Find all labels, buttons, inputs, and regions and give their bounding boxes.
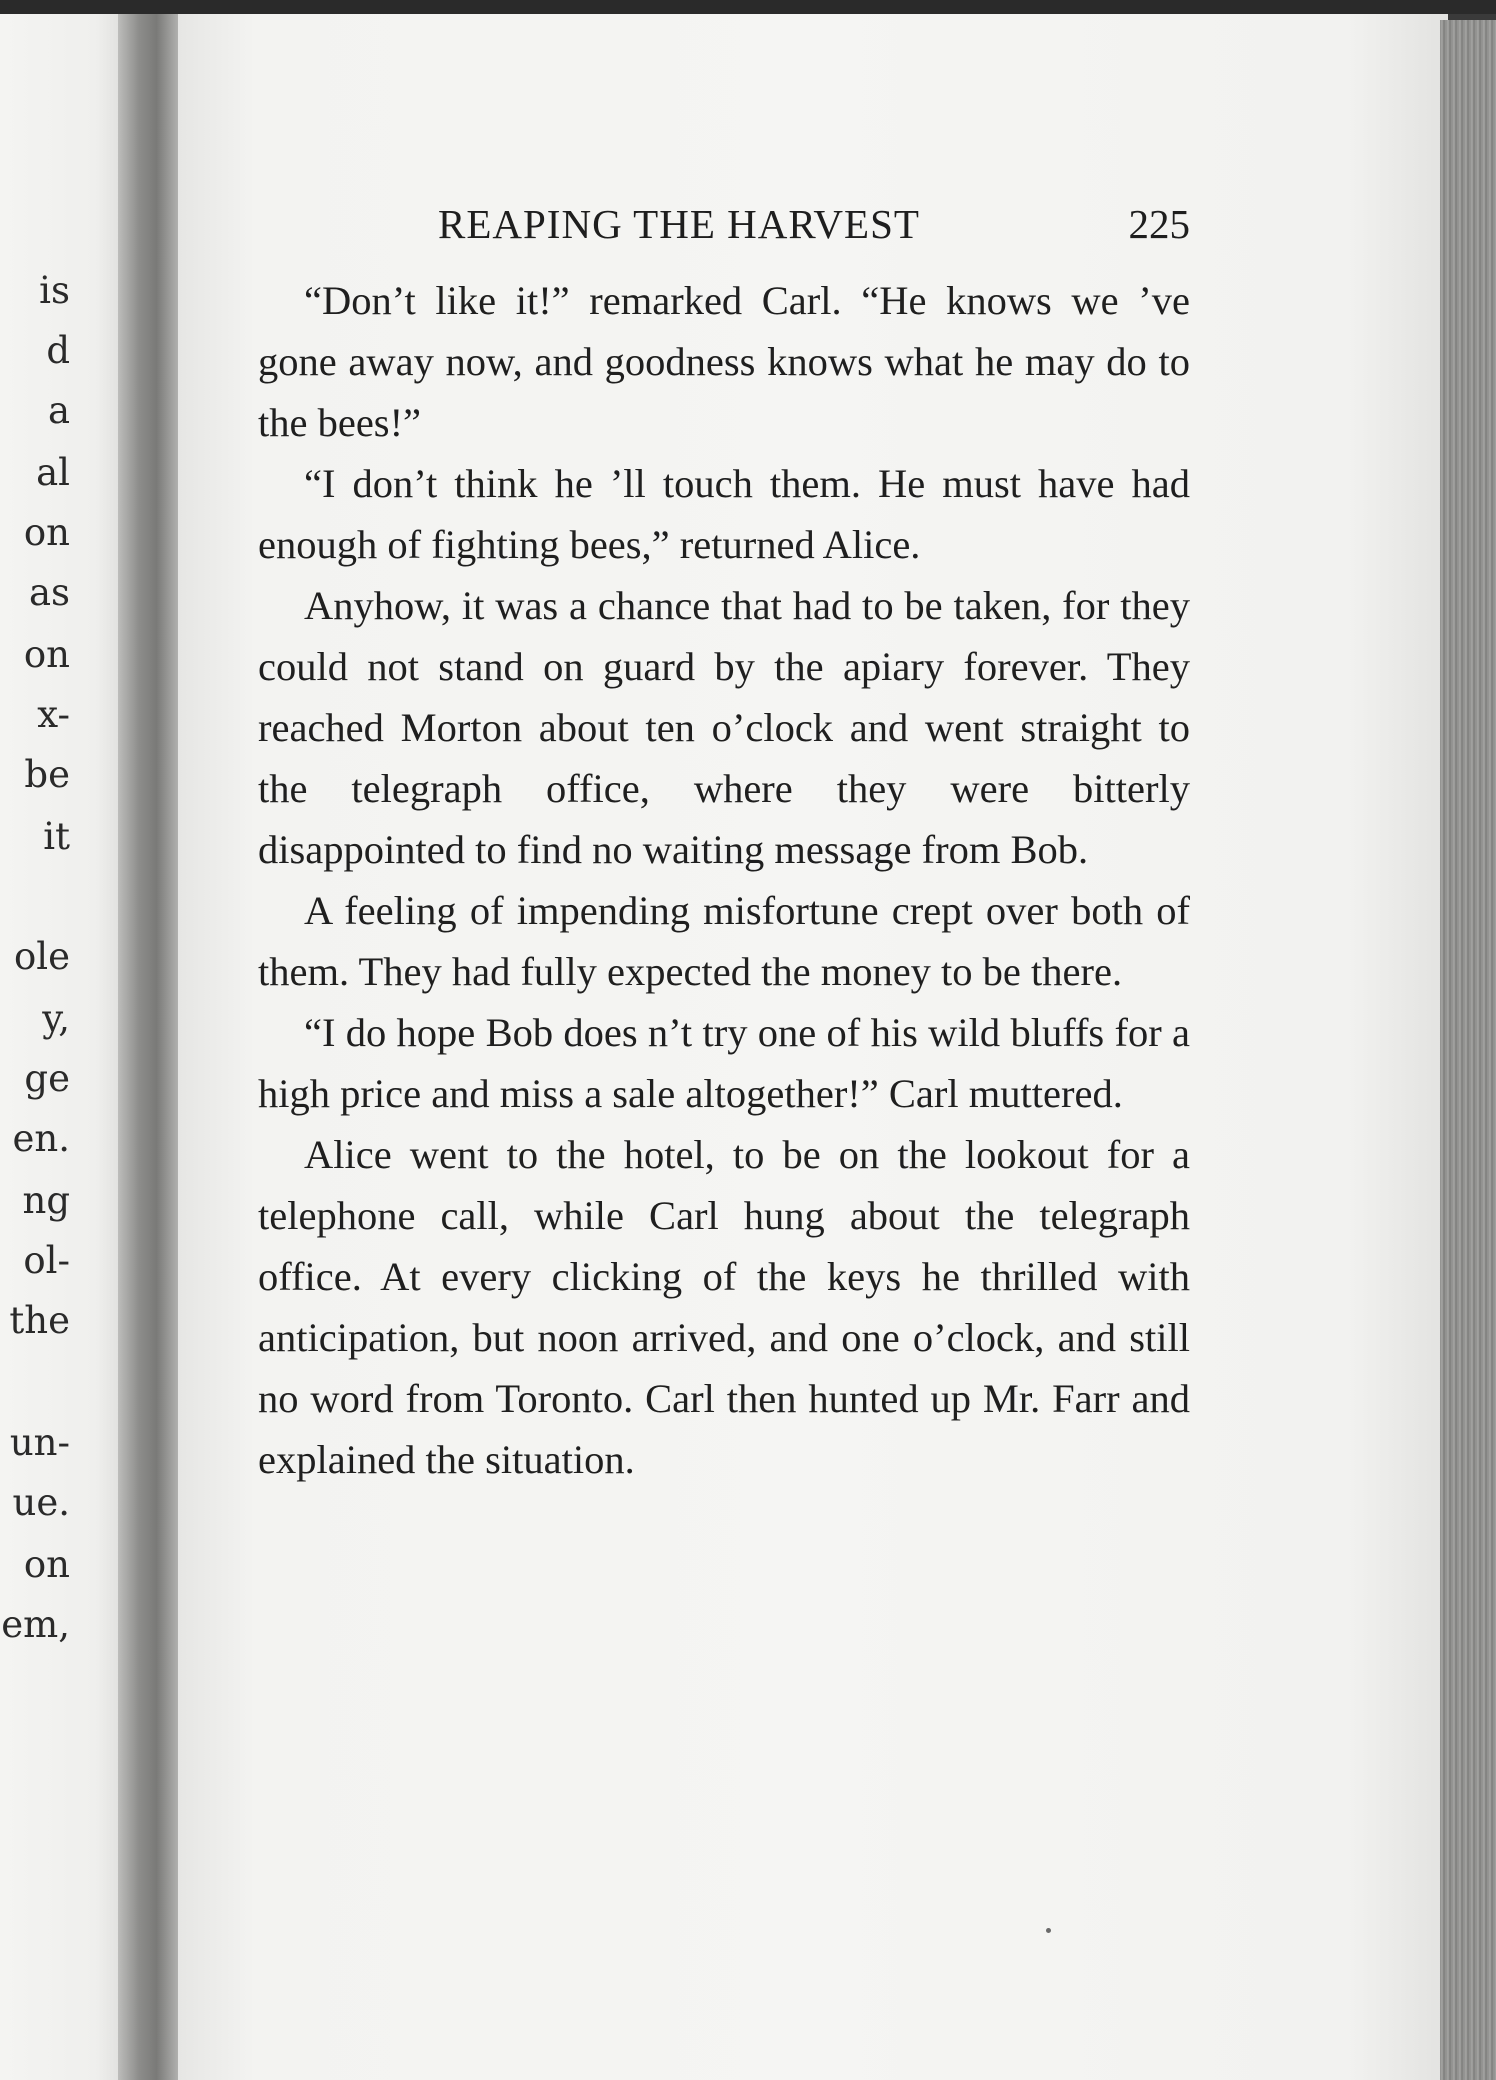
left-line-fragment: on (23, 511, 70, 554)
left-line-fragment: on (23, 633, 70, 676)
left-line-fragment: un- (9, 1421, 70, 1464)
left-line-fragment: ue. (12, 1481, 70, 1524)
paragraph: Anyhow, it was a chance that had to be taken, for they could not stand on guard by the apiary forever. They reached Morton about ten o’clock and went straight to the telegraph office, where they were bitterly disappointed to find no waiting message from Bob. (258, 583, 1190, 872)
paragraph: A feeling of impending misfortune crept over both of them. They had fully expected the money to be there. (258, 888, 1190, 994)
chapter-title: REAPING THE HARVEST (438, 201, 920, 247)
page-fore-edge (1440, 20, 1496, 2080)
paragraph: “I do hope Bob does n’t try one of his wild bluffs for a high price and miss a sale altogether!” Carl muttered. (258, 1010, 1190, 1116)
left-line-fragment: be (24, 753, 70, 796)
left-line-fragment: it (43, 815, 70, 858)
page-number: 225 (1128, 201, 1190, 247)
left-line-fragment: en. (12, 1117, 70, 1160)
left-line-fragment: as (28, 571, 70, 614)
paragraph: “Don’t like it!” remarked Carl. “He knows we ’ve gone away now, and goodness knows what he may do to the bees!” (258, 278, 1190, 445)
left-line-fragment: al (36, 451, 70, 494)
left-line-fragment: em, (1, 1603, 70, 1646)
left-line-fragment: on (23, 1543, 70, 1586)
left-line-fragment: x- (37, 693, 70, 736)
left-line-fragment: ol- (23, 1239, 70, 1282)
body-text (258, 270, 1190, 1490)
left-line-fragment: y, (42, 997, 70, 1040)
left-line-fragment: ng (22, 1179, 70, 1222)
left-line-fragment: ole (13, 935, 70, 978)
left-line-fragment: ge (24, 1057, 70, 1100)
scan-top-edge (0, 0, 1496, 14)
left-line-fragment: the (9, 1299, 70, 1342)
paragraph: “I don’t think he ’ll touch them. He must have had enough of fighting bees,” returned Alice. (258, 461, 1190, 567)
paper-speck (1046, 1928, 1051, 1933)
left-line-fragment: a (47, 389, 70, 432)
left-line-fragment: is (39, 269, 70, 312)
paragraph: Alice went to the hotel, to be on the lookout for a telephone call, while Carl hung about the telegraph office. At every clicking of the keys he thrilled with anticipation, but noon arrived, and one o’clock, and still no word from Toronto. Carl then hunted up Mr. Farr and explained the situation. (258, 1132, 1190, 1482)
running-head (258, 200, 1190, 250)
left-line-fragment: d (46, 329, 70, 372)
